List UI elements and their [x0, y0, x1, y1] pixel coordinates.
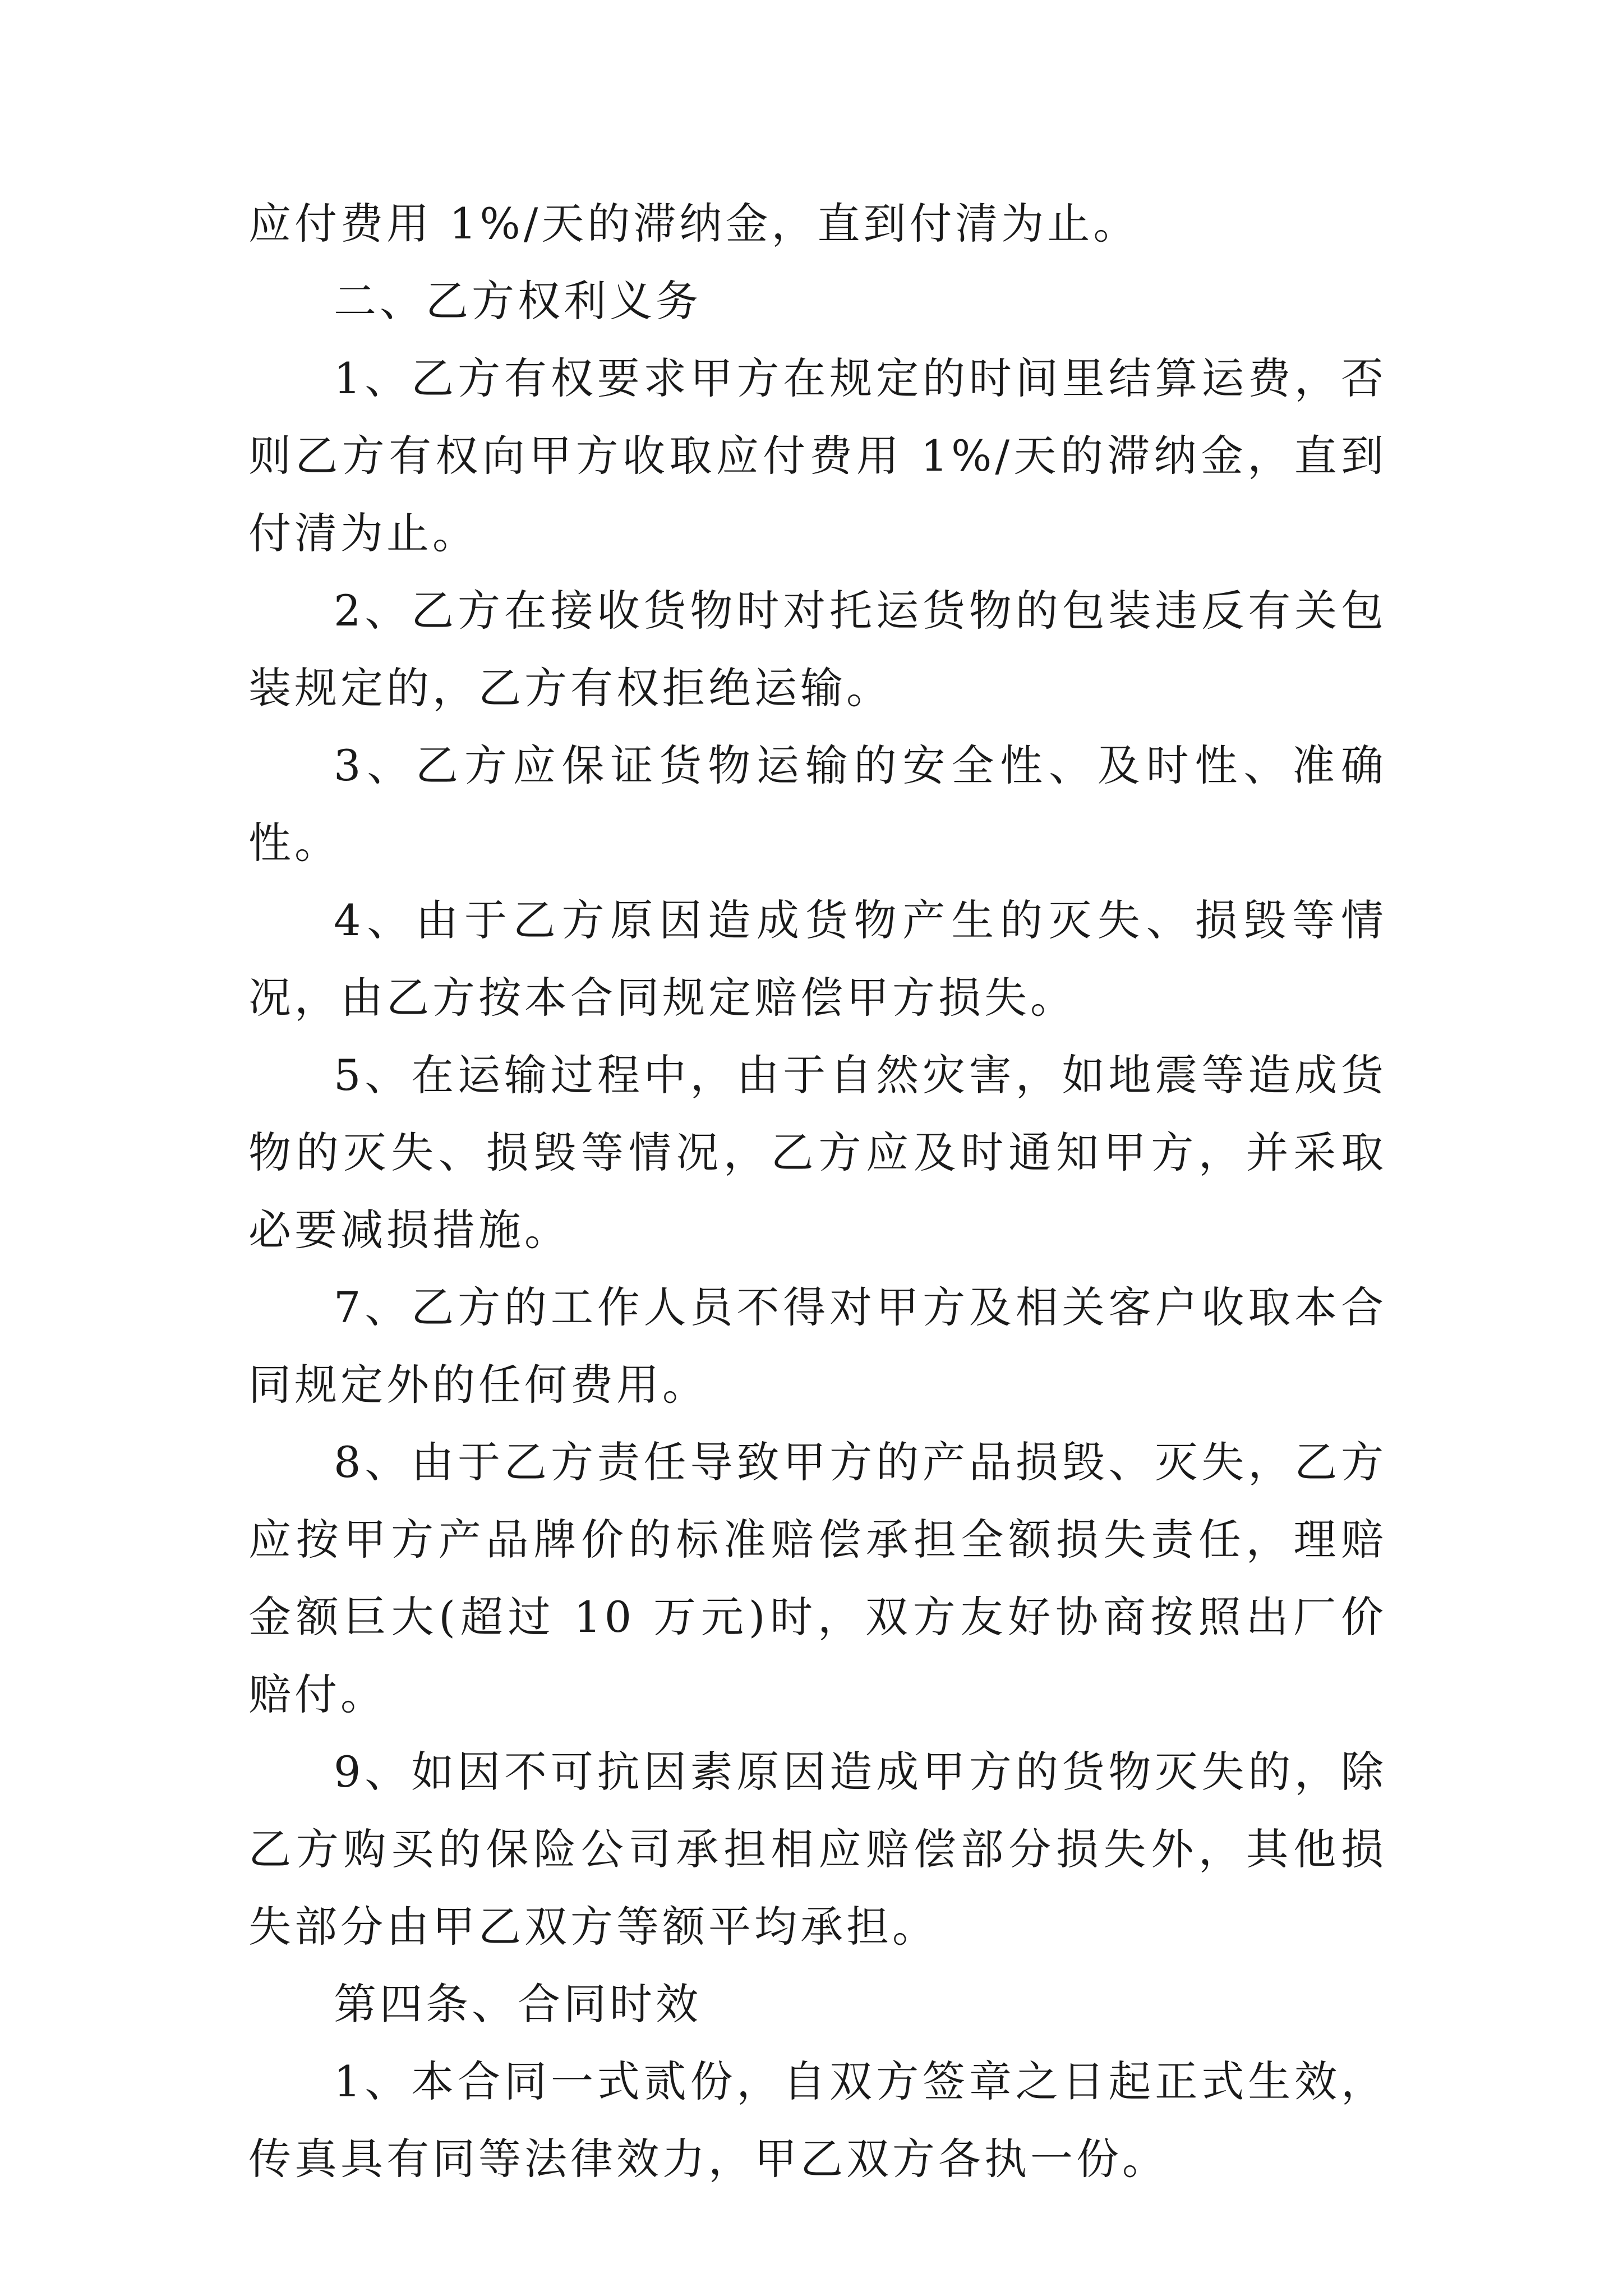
clause-item-3: 3、乙方应保证货物运输的安全性、及时性、准确性。	[248, 740, 1387, 868]
clause-item-7: 7、乙方的工作人员不得对甲方及相关客户收取本合同规定外的任何费用。	[248, 1282, 1387, 1410]
document-body	[248, 185, 1387, 2198]
clause-item-4: 4、由于乙方原因造成货物产生的灭失、损毁等情况，由乙方按本合同规定赔偿甲方损失。	[248, 895, 1387, 1023]
clause-item-5: 5、在运输过程中，由于自然灾害，如地震等造成货物的灭失、损毁等情况，乙方应及时通知甲方，并采取必要减损措施。	[248, 1050, 1387, 1255]
article-4-clause-item-1: 1、本合同一式贰份，自双方签章之日起正式生效，传真具有同等法律效力，甲乙双方各执一份。	[248, 2056, 1387, 2184]
clause-item-2: 2、乙方在接收货物时对托运货物的包装违反有关包装规定的，乙方有权拒绝运输。	[248, 586, 1387, 713]
clause-item-8: 8、由于乙方责任导致甲方的产品损毁、灭失，乙方应按甲方产品牌价的标准赔偿承担全额损失责任，理赔金额巨大(超过 10 万元)时，双方友好协商按照出厂价赔付。	[248, 1437, 1387, 1719]
article-heading-contract-validity: 第四条、合同时效	[334, 1979, 702, 2029]
clause-item-1: 1、乙方有权要求甲方在规定的时间里结算运费，否则乙方有权向甲方收取应付费用 1%/天的滞纳金，直到付清为止。	[248, 353, 1387, 558]
paragraph-continuation: 应付费用 1%/天的滞纳金，直到付清为止。	[248, 199, 1140, 249]
section-heading-party-b-rights: 二、乙方权利义务	[334, 276, 702, 326]
clause-item-9: 9、如因不可抗因素原因造成甲方的货物灭失的，除乙方购买的保险公司承担相应赔偿部分损失外，其他损失部分由甲乙双方等额平均承担。	[248, 1747, 1387, 1952]
